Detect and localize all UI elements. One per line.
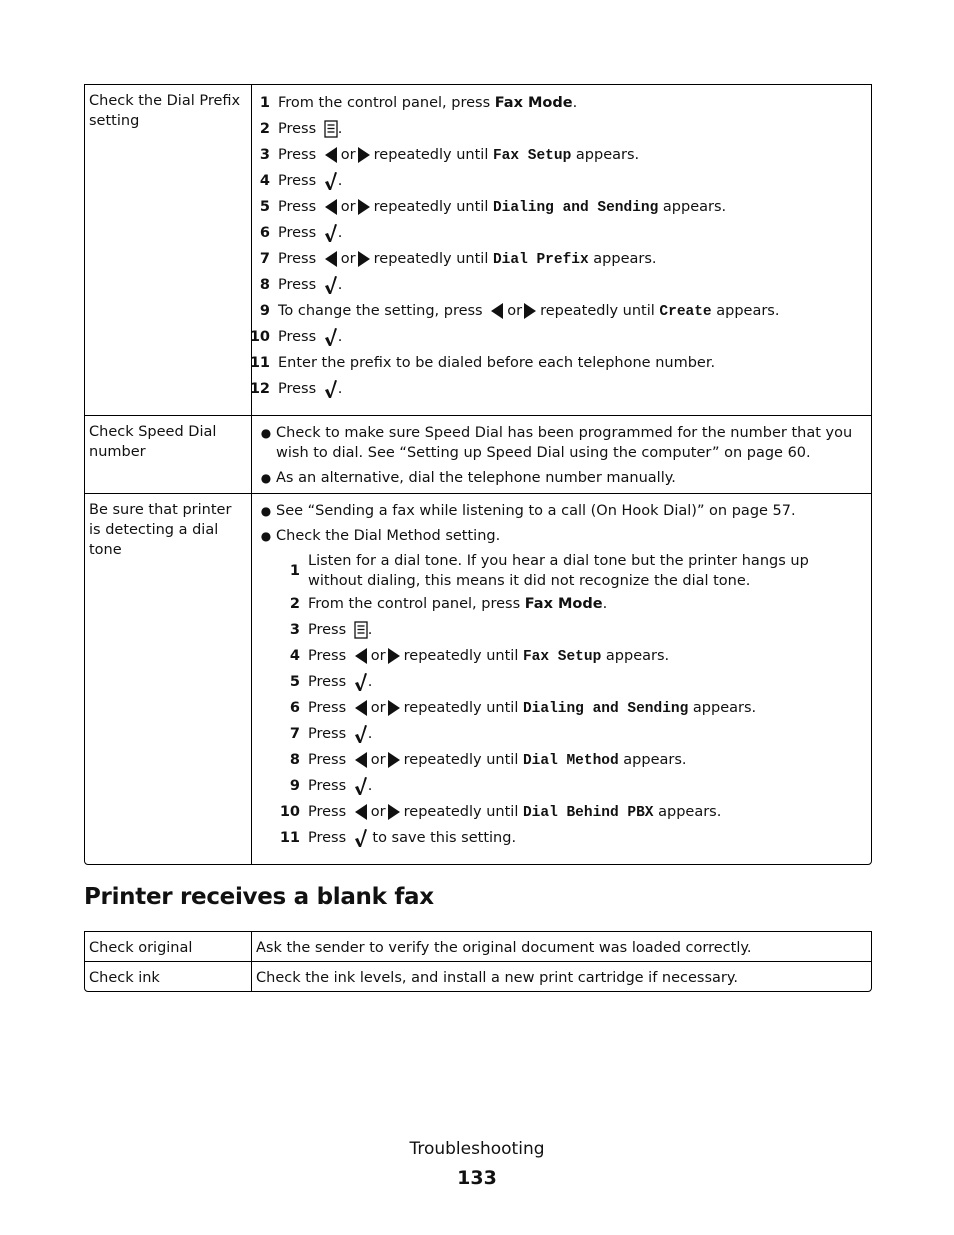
bullet-icon: ● (260, 471, 272, 485)
step-text-mid: repeatedly until (403, 803, 523, 820)
list-item (276, 747, 867, 773)
table-row (85, 961, 871, 991)
step-number: 6 (259, 225, 270, 241)
button-name: Fax Mode (494, 95, 573, 111)
step-text-post: . (367, 778, 373, 794)
step-text-mid: repeatedly until (373, 250, 493, 267)
step-text-post: appears. (716, 302, 780, 319)
step-text-pre: Press (308, 751, 351, 768)
left-arrow-icon (491, 303, 503, 319)
step-text-pre: Press (278, 250, 321, 267)
step-text (308, 551, 867, 591)
step-text-pre: Press (308, 803, 351, 820)
footer-section: Troubleshooting (409, 1139, 545, 1159)
list-item (276, 773, 867, 799)
step-text (278, 171, 867, 191)
step-text (308, 646, 867, 667)
right-arrow-icon (358, 199, 370, 215)
step-text-post: . (367, 726, 373, 742)
left-arrow-icon (355, 648, 367, 664)
or-text: or (370, 803, 386, 820)
display-text: Dialing and Sending (522, 700, 689, 717)
step-number: 2 (259, 121, 270, 137)
left-arrow-icon (355, 700, 367, 716)
list-item (256, 272, 867, 298)
bullet-icon: ● (260, 426, 272, 440)
step-text (308, 802, 867, 823)
step-number: 2 (289, 596, 300, 612)
or-text: or (370, 751, 386, 768)
step-text (308, 776, 867, 796)
step-text-pre: From the control panel, press (308, 596, 525, 612)
step-text-post: . (572, 95, 578, 111)
checkmark-icon (324, 327, 338, 347)
step-number: 5 (289, 674, 300, 690)
step-text-post: appears. (623, 751, 687, 768)
step-text (308, 724, 867, 744)
right-arrow-icon (358, 251, 370, 267)
checkmark-icon (324, 275, 338, 295)
step-text-pre: Press (308, 778, 351, 794)
menu-icon (324, 120, 338, 138)
step-number: 11 (279, 830, 300, 846)
step-text-post: . (337, 121, 343, 137)
step-text-pre: Press (278, 277, 321, 293)
right-arrow-icon (388, 648, 400, 664)
step-text-pre: Enter the prefix to be dialed before each telephone number. (278, 355, 716, 371)
row-label: Be sure that printer is detecting a dial tone (85, 494, 252, 864)
step-text (278, 119, 867, 139)
left-arrow-icon (325, 147, 337, 163)
step-text (278, 197, 867, 218)
step-text-pre: Press (308, 830, 351, 846)
step-text-pre: Press (308, 699, 351, 716)
step-text (308, 828, 867, 848)
list-item (256, 194, 867, 220)
list-item (276, 551, 867, 591)
step-text-pre: To change the setting, press (278, 302, 488, 319)
step-text-post: . (602, 596, 608, 612)
step-text-pre: From the control panel, press (278, 95, 495, 111)
right-arrow-icon (388, 700, 400, 716)
checkmark-icon (354, 724, 368, 744)
display-text: Dial Behind PBX (522, 804, 654, 821)
step-text-pre: Press (278, 146, 321, 163)
left-arrow-icon (325, 199, 337, 215)
checkmark-icon (354, 776, 368, 796)
step-text-pre: Press (278, 381, 321, 397)
step-text-post: . (337, 329, 343, 345)
step-text-post: appears. (575, 146, 640, 163)
step-text-post: appears. (593, 250, 657, 267)
display-text: Dial Prefix (492, 251, 589, 268)
bullet-text: As an alternative, dial the telephone number manually. (276, 470, 676, 486)
list-item (276, 669, 867, 695)
step-number: 10 (249, 329, 270, 345)
step-text-post: . (367, 622, 373, 638)
or-text: or (507, 302, 523, 319)
step-text-mid: repeatedly until (403, 751, 523, 768)
list-item (249, 350, 867, 376)
step-number: 4 (289, 648, 300, 664)
table-row (85, 85, 871, 415)
blank-fax-table (84, 931, 872, 992)
step-text (308, 750, 867, 771)
step-number: 9 (259, 303, 270, 319)
list-item (256, 142, 867, 168)
step-text-pre: Press (308, 647, 351, 664)
step-number: 8 (289, 752, 300, 768)
step-number: 3 (259, 147, 270, 163)
checkmark-icon (324, 223, 338, 243)
sub-steps-list (256, 551, 867, 851)
step-number: 3 (289, 622, 300, 638)
step-text-pre: Press (278, 329, 321, 345)
step-number: 10 (279, 804, 300, 820)
bullet-list (252, 416, 871, 493)
checkmark-icon (354, 828, 368, 848)
step-text-pre: Press (308, 726, 351, 742)
step-text (308, 672, 867, 692)
display-text: Fax Setup (492, 147, 572, 164)
bullet-item (256, 501, 867, 521)
list-item (256, 168, 867, 194)
step-text (308, 594, 867, 614)
page-number: 133 (457, 1167, 497, 1189)
step-text-mid: repeatedly until (373, 146, 493, 163)
list-item (276, 825, 867, 851)
step-text-mid: repeatedly until (403, 699, 523, 716)
checkmark-icon (354, 672, 368, 692)
step-text (278, 93, 867, 113)
step-text (278, 275, 867, 295)
step-number: 6 (289, 700, 300, 716)
step-text (308, 698, 867, 719)
bullet-item (256, 468, 867, 488)
step-text (308, 620, 867, 640)
row-label: Check Speed Dial number (85, 416, 252, 493)
left-arrow-icon (355, 804, 367, 820)
list-item (256, 90, 867, 116)
step-number: 1 (289, 563, 300, 579)
step-number: 12 (249, 381, 270, 397)
bullet-item (256, 423, 867, 463)
list-item (256, 298, 867, 324)
list-item (249, 324, 867, 350)
bullet-item (256, 526, 867, 546)
step-text-pre: Press (278, 225, 321, 241)
step-text-pre: Press (308, 622, 351, 638)
table-row (85, 415, 871, 493)
or-text: or (340, 146, 356, 163)
right-arrow-icon (524, 303, 536, 319)
step-text (278, 353, 867, 373)
list-item (276, 695, 867, 721)
step-number: 11 (249, 355, 270, 371)
or-text: or (340, 198, 356, 215)
list-item (276, 591, 867, 617)
step-text (278, 327, 867, 347)
display-text: Dialing and Sending (492, 199, 659, 216)
step-text (278, 301, 867, 322)
or-text: or (370, 699, 386, 716)
left-arrow-icon (325, 251, 337, 267)
list-item (276, 721, 867, 747)
menu-icon (354, 621, 368, 639)
step-text-post: appears. (662, 198, 727, 215)
table-row (85, 493, 871, 864)
step-number: 5 (259, 199, 270, 215)
step-text-pre: Press (278, 173, 321, 189)
display-text: Create (659, 303, 712, 320)
or-text: or (340, 250, 356, 267)
step-number: 9 (289, 778, 300, 794)
bullet-list (252, 494, 871, 864)
list-item (276, 799, 867, 825)
step-text-post: . (367, 674, 373, 690)
bullet-text: See “Sending a fax while listening to a call (On Hook Dial)” on page 57. (276, 503, 796, 519)
step-text-post: appears. (658, 803, 722, 820)
step-text-mid: repeatedly until (540, 302, 660, 319)
step-text-pre: Press (278, 198, 321, 215)
step-text-post: to save this setting. (367, 830, 517, 846)
display-text: Fax Setup (522, 648, 602, 665)
step-text (278, 249, 867, 270)
step-text-post: . (337, 173, 343, 189)
step-text-post: . (337, 225, 343, 241)
section-heading: Printer receives a blank fax (84, 884, 434, 910)
step-text-pre: Listen for a dial tone. If you hear a dial tone but the printer hangs up without dialing, this means it did not recognize the dial tone. (308, 553, 809, 589)
list-item (276, 617, 867, 643)
button-name: Fax Mode (524, 596, 603, 612)
step-text-mid: repeatedly until (403, 647, 523, 664)
step-number: 7 (259, 251, 270, 267)
list-item (276, 643, 867, 669)
checkmark-icon (324, 379, 338, 399)
or-text: or (370, 647, 386, 664)
bullet-icon: ● (260, 504, 272, 518)
row-text: Check the ink levels, and install a new print cartridge if necessary. (256, 970, 739, 986)
step-number: 8 (259, 277, 270, 293)
row-label: Check ink (85, 962, 252, 991)
left-arrow-icon (355, 752, 367, 768)
right-arrow-icon (388, 752, 400, 768)
right-arrow-icon (388, 804, 400, 820)
list-item (256, 220, 867, 246)
bullet-icon: ● (260, 529, 272, 543)
step-text-post: . (337, 277, 343, 293)
step-text (278, 379, 867, 399)
steps-list (249, 85, 871, 415)
row-label: Check the Dial Prefix setting (85, 85, 252, 415)
bullet-text: Check the Dial Method setting. (276, 528, 501, 544)
step-number: 1 (259, 95, 270, 111)
step-text-pre: Press (308, 674, 351, 690)
step-text-post: appears. (605, 647, 670, 664)
list-item (256, 116, 867, 142)
step-text (278, 145, 867, 166)
step-text-post: appears. (692, 699, 757, 716)
display-text: Dial Method (522, 752, 619, 769)
step-text (278, 223, 867, 243)
list-item (256, 246, 867, 272)
right-arrow-icon (358, 147, 370, 163)
table-row (85, 932, 871, 961)
troubleshooting-table (84, 84, 872, 865)
step-text-post: . (337, 381, 343, 397)
row-text: Ask the sender to verify the original document was loaded correctly. (256, 940, 752, 956)
bullet-text: Check to make sure Speed Dial has been programmed for the number that you wish to dial. See “Setting up Speed Dial using the computer” on page 60. (276, 425, 853, 461)
step-text-pre: Press (278, 121, 321, 137)
row-label: Check original (85, 932, 252, 961)
step-text-mid: repeatedly until (373, 198, 493, 215)
step-number: 4 (259, 173, 270, 189)
step-number: 7 (289, 726, 300, 742)
checkmark-icon (324, 171, 338, 191)
list-item (249, 376, 867, 402)
